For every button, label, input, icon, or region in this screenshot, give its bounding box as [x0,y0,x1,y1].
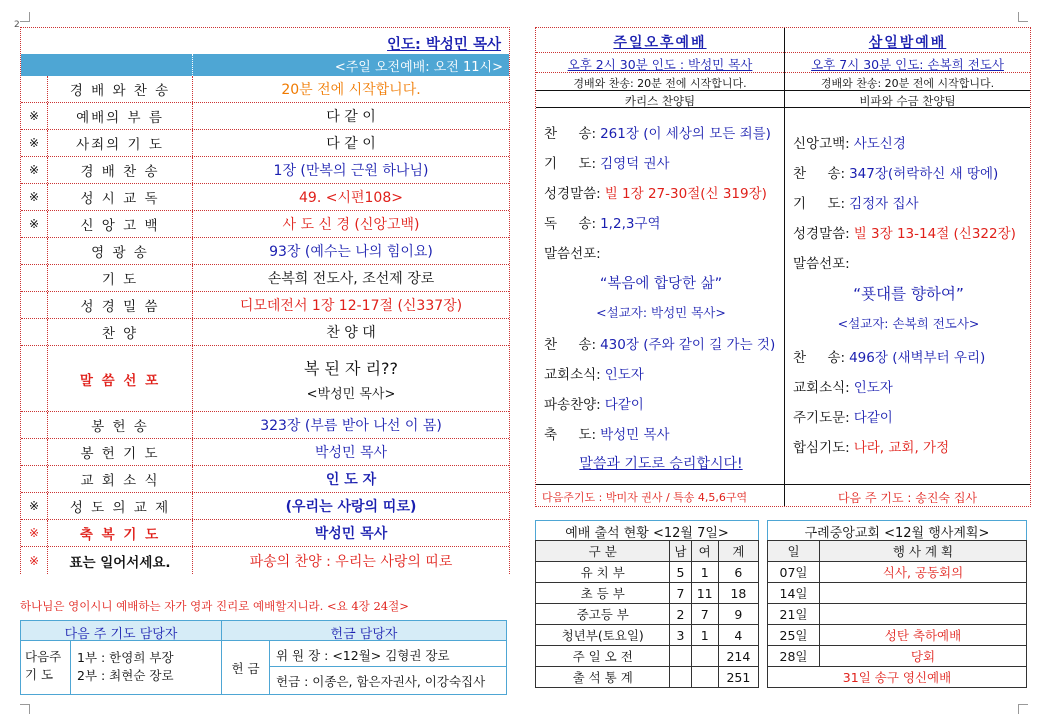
morning-leader: 인도: 박성민 목사 [387,37,501,53]
service-item-name: 성 도 의 교 제 [47,493,193,519]
attendance-cell [691,667,718,688]
attendance-header: 계 [718,541,758,562]
attendance-cell: 초 등 부 [536,583,670,604]
service-item-value: 찬 양 대 [326,325,376,341]
service-item-value: 93장 (예수는 나의 힘이요) [269,244,433,260]
order-item [544,393,778,413]
afternoon-slogan: 말씀과 기도로 승리합시다! [579,456,743,472]
service-row [21,520,509,547]
order-item [544,212,778,232]
schedule-cell [820,583,1027,604]
order-value: 인도자 [604,367,644,383]
service-item-name: 경 배 찬 송 [47,157,193,183]
order-value: 496장 (새벽부터 우리) [849,350,986,366]
service-row [21,439,509,466]
order-label: 합심기도: [793,440,850,456]
wednesday-next-prayer: 다음 주 기도 : 송진숙 집사 [785,484,1030,506]
verse: 하나님은 영이시니 예배하는 자가 영과 진리로 예배할지니라. <요 4장 24절> [20,599,409,613]
attendance-title: 예배 출석 현황 <12월 7일> [535,520,759,540]
attendance-cell: 1 [691,562,718,583]
service-item-name: 봉 헌 기 도 [47,439,193,465]
table-row [768,667,1027,688]
order-item [544,333,778,353]
sermon-preacher: <박성민 목사> [306,386,396,402]
attendance-cell: 유 치 부 [536,562,670,583]
service-row [21,466,509,493]
attendance-cell: 7 [691,604,718,625]
schedule-box [767,520,1027,688]
service-item-name: 봉 헌 송 [47,412,193,438]
attendance-cell: 214 [718,646,758,667]
order-value: 다같이 [604,397,644,413]
service-item-value: 박성민 목사 [314,445,388,461]
service-row [21,265,509,292]
service-row [21,346,509,412]
service-row [21,103,509,130]
morning-banner-text: <주일 오전예배: 오전 11시> [334,59,503,75]
order-label: 찬 송: [793,166,846,182]
order-value: 다같이 [853,410,893,426]
order-value: 박성민 목사 [600,427,670,443]
order-item [793,222,1024,242]
service-item-value: 파송의 찬양 : 우리는 사랑의 띠로 [249,553,453,570]
service-item-value: 49. <시편108> [299,190,403,206]
order-item [793,376,1024,396]
morning-banner [21,54,509,76]
morning-service [20,27,510,574]
order-value: 261장 (이 세상의 모든 죄를) [600,126,771,142]
service-row [21,238,509,265]
order-label: 교회소식: [793,380,850,396]
prayer-duty-1: 1부 : 한영희 부장 [77,650,174,665]
stand-mark: ※ [28,190,40,204]
service-row [21,547,509,574]
service-item-name: 영 광 송 [47,238,193,264]
order-label: 신앙고백: [793,136,850,152]
table-row [768,562,1027,583]
service-row [21,412,509,439]
attendance-cell: 251 [718,667,758,688]
order-value: 1,2,3구역 [600,216,661,232]
schedule-cell: 28일 [768,646,820,667]
service-row [21,319,509,346]
table-row [536,562,759,583]
order-value: 김영덕 권사 [600,156,670,172]
service-item-name: 신 앙 고 백 [47,211,193,237]
schedule-cell: 07일 [768,562,820,583]
service-item-value: 323장 (부름 받아 나선 이 몸) [260,418,442,434]
wednesday-preacher: <설교자: 손복희 전도사> [837,316,980,331]
order-label: 독 송: [544,216,597,232]
attendance-cell: 5 [670,562,691,583]
service-item-name: 예배의 부 름 [47,103,193,129]
table-row [536,667,759,688]
attendance-cell: 18 [718,583,758,604]
stand-mark: ※ [28,217,40,231]
table-row [536,604,759,625]
afternoon-sermon: “복음에 합당한 삶” [599,276,723,292]
crop-mark [20,704,30,714]
service-item-name: 기 도 [47,265,193,291]
attendance-cell [670,667,691,688]
order-label: 성경말씀: [793,226,850,242]
order-value: 빌 1장 27-30절(신 319장) [604,186,767,202]
offering-label: 헌 금 [222,641,270,694]
order-label: 기 도: [544,156,597,172]
order-item [793,346,1024,366]
attendance-cell: 청년부(토요일) [536,625,670,646]
order-value: 나라, 교회, 가정 [853,440,950,456]
service-item-value: 사 도 신 경 (신앙고백) [282,217,420,233]
attendance-cell [670,646,691,667]
prayer-duty-title: 다음 주 기도 담당자 [21,621,222,640]
afternoon-note: 경배와 찬송: 20분 전에 시작합니다. [536,72,784,90]
afternoon-team: 카리스 찬양팀 [536,90,784,108]
attendance-cell: 4 [718,625,758,646]
attendance-cell: 1 [691,625,718,646]
service-row [21,157,509,184]
order-item [544,242,778,262]
order-item [544,152,778,172]
order-label: 말씀선포: [793,256,850,272]
order-label: 찬 송: [544,126,597,142]
order-item [793,436,1024,456]
order-value: 김정자 집사 [849,196,919,212]
attendance-table [535,540,759,688]
order-label: 교회소식: [544,367,601,383]
service-item-name: 표는 일어서세요. [47,547,193,574]
prayer-label: 다음주 기 도 [21,641,71,694]
attendance-cell: 출 석 통 계 [536,667,670,688]
attendance-cell: 7 [670,583,691,604]
order-label: 찬 송: [544,337,597,353]
wednesday-note: 경배와 찬송: 20분 전에 시작합니다. [785,72,1030,90]
attendance-cell: 주 일 오 전 [536,646,670,667]
service-item-value: (우리는 사랑의 띠로) [285,499,417,515]
service-item-name: 찬 양 [47,319,193,345]
wednesday-sermon: “푯대를 향하여” [853,285,964,303]
sermon-title: 복 된 자 리?? [303,358,399,378]
crop-mark [1018,12,1028,22]
offering-duty-2: 헌금 : 이종은, 함은자권사, 이강숙집사 [276,674,486,689]
table-row [536,625,759,646]
stand-mark: ※ [28,109,40,123]
stand-mark: ※ [28,136,40,150]
order-item [793,192,1024,212]
schedule-header: 일 [768,541,820,562]
service-item-value: 다 같 이 [326,136,376,152]
schedule-cell: 식사, 공동회의 [820,562,1027,583]
schedule-cell: 당회 [820,646,1027,667]
crop-mark [1018,704,1028,714]
service-item-value: 디모데전서 1장 12-17절 (신337장) [239,298,463,314]
order-label: 축 도: [544,427,597,443]
crop-mark [20,12,30,22]
schedule-cell: 25일 [768,625,820,646]
afternoon-title: 주일오후예배 [613,35,707,51]
order-value: 347장(허락하신 새 땅에) [849,166,999,182]
schedule-header: 행 사 계 획 [820,541,1027,562]
afternoon-preacher: <설교자: 박성민 목사> [596,305,726,320]
schedule-table [767,540,1027,688]
attendance-cell: 9 [718,604,758,625]
service-item-name: 교 회 소 식 [47,466,193,492]
order-value: 430장 (주와 같이 길 가는 것) [600,337,776,353]
stand-mark: ※ [28,526,40,540]
order-value: 사도신경 [853,136,906,152]
table-row [536,646,759,667]
duty-box [20,620,507,695]
schedule-cell: 14일 [768,583,820,604]
attendance-cell [691,646,718,667]
order-value: 빌 3장 13-14절 (신322장) [853,226,1016,242]
service-row [21,493,509,520]
order-label: 찬 송: [793,350,846,366]
afternoon-time: 오후 2시 30분 인도 : 박성민 목사 [536,52,784,72]
order-label: 말씀선포: [544,246,601,262]
service-item-name: 성 시 교 독 [47,184,193,210]
schedule-title: 구례중앙교회 <12월 행사계획> [767,520,1027,540]
service-item-name: 말 씀 선 포 [47,346,193,411]
wednesday-title: 삼일밤예배 [868,35,947,51]
attendance-cell: 11 [691,583,718,604]
attendance-cell: 6 [718,562,758,583]
order-item [544,182,778,202]
order-item [544,363,778,383]
schedule-cell: 21일 [768,604,820,625]
service-row [21,130,509,157]
schedule-cell: 성탄 축하예배 [820,625,1027,646]
service-item-value: 손복희 전도사, 조선제 장로 [267,271,435,287]
order-value: 인도자 [853,380,893,396]
service-item-name: 성 경 밀 씀 [47,292,193,318]
attendance-cell: 2 [670,604,691,625]
order-label: 성경말씀: [544,186,601,202]
attendance-header: 남 [670,541,691,562]
service-row [21,292,509,319]
evening-services [535,27,1031,507]
attendance-box [535,520,759,688]
table-row [768,604,1027,625]
table-row [768,646,1027,667]
service-row [21,184,509,211]
prayer-duty-2: 2부 : 최현순 장로 [77,668,174,683]
order-item [544,122,778,142]
service-row [21,76,509,103]
attendance-header: 구 분 [536,541,670,562]
wednesday-service [785,28,1030,506]
order-item [544,423,778,443]
offering-duty-1: 위 원 장 : <12월> 김형권 장로 [270,641,506,667]
attendance-header: 여 [691,541,718,562]
table-row [536,583,759,604]
service-item-value: 1장 (만복의 근원 하나님) [273,163,429,179]
stand-mark: ※ [28,499,40,513]
service-row [21,211,509,238]
table-row [768,583,1027,604]
afternoon-next-prayer: 다음주기도 : 박미자 권사 / 특송 4,5,6구역 [536,484,784,506]
order-item [793,406,1024,426]
table-row [768,625,1027,646]
stand-mark: ※ [28,553,40,568]
service-item-value: 다 같 이 [326,109,376,125]
attendance-cell: 중고등 부 [536,604,670,625]
page-number: 2 [14,20,20,30]
order-item [793,132,1024,152]
stand-mark: ※ [28,163,40,177]
order-label: 파송찬양: [544,397,601,413]
wednesday-team: 비파와 수금 찬양팀 [785,90,1030,108]
service-item-value: 20분 전에 시작합니다. [281,82,421,98]
schedule-last: 31일 송구 영신예배 [768,667,1027,688]
service-item-name: 사죄의 기 도 [47,130,193,156]
service-item-value: 박성민 목사 [314,526,388,542]
service-item-name: 경 배 와 찬 송 [47,76,193,102]
service-item-name: 축 복 기 도 [47,520,193,546]
service-item-value [193,356,509,402]
order-label: 주기도문: [793,410,850,426]
attendance-cell: 3 [670,625,691,646]
service-item-value: 인 도 자 [325,472,377,488]
order-item [793,252,1024,272]
order-item [793,162,1024,182]
afternoon-service [536,28,785,506]
order-label: 기 도: [793,196,846,212]
offering-duty-title: 헌금 담당자 [330,627,398,642]
wednesday-time: 오후 7시 30분 인도: 손복희 전도사 [785,52,1030,72]
schedule-cell [820,604,1027,625]
